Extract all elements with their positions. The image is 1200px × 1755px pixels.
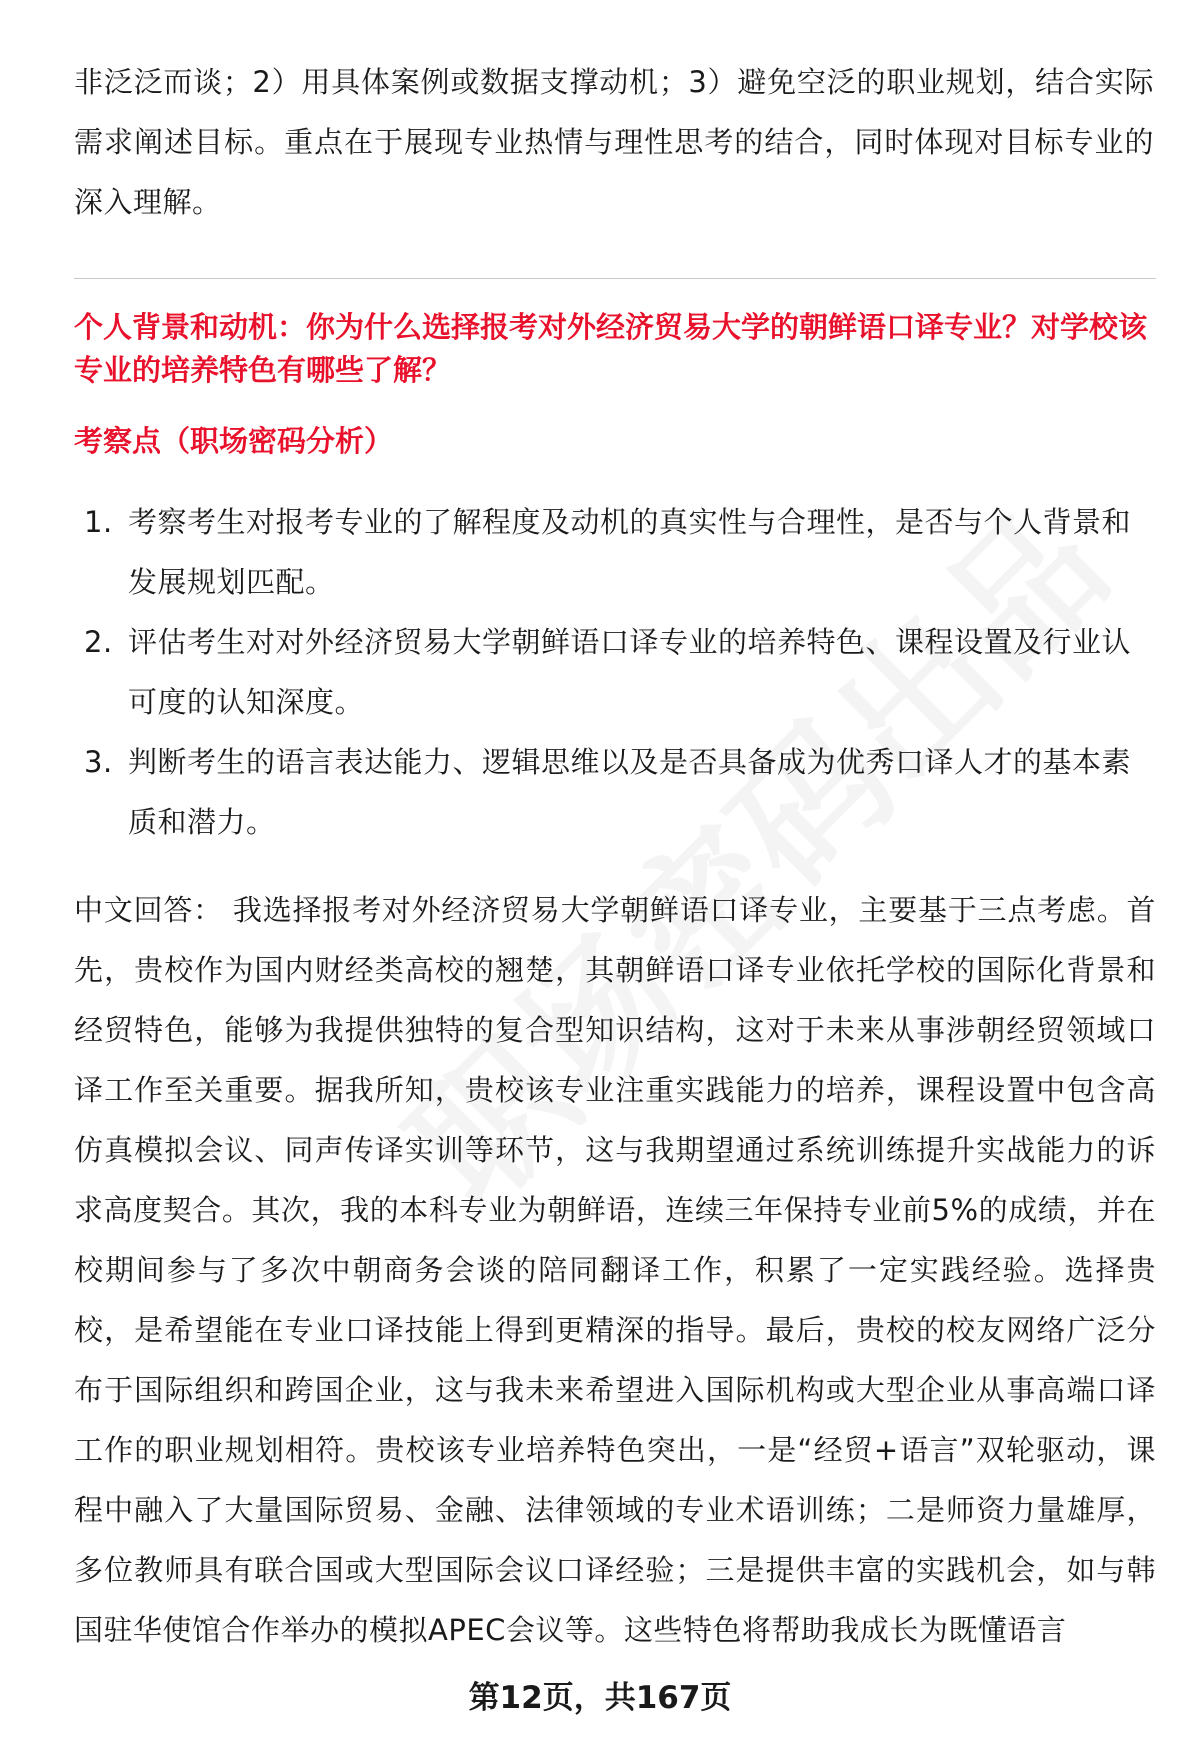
assessment-points-title: 考察点（职场密码分析） xyxy=(74,424,394,458)
assessment-points-list xyxy=(74,492,1154,852)
intro-paragraph: 非泛泛而谈；2）用具体案例或数据支撑动机；3）避免空泛的职业规划，结合实际需求阐述目标。重点在于展现专业热情与理性思考的结合，同时体现对目标专业的深入理解。 xyxy=(74,65,1154,219)
list-item-number: 1. xyxy=(84,505,113,539)
page-number: 第12页，共167页 xyxy=(468,1680,732,1716)
question-heading: 个人背景和动机：你为什么选择报考对外经济贸易大学的朝鲜语口译专业？对学校该专业的培养特色有哪些了解？ xyxy=(74,310,1148,387)
list-item xyxy=(74,492,1154,612)
list-item-number: 3. xyxy=(84,745,113,779)
list-item-number: 2. xyxy=(84,625,113,659)
section-divider xyxy=(74,278,1156,279)
answer-paragraph: 中文回答： 我选择报考对外经济贸易大学朝鲜语口译专业，主要基于三点考虑。首先，贵校作为国内财经类高校的翘楚，其朝鲜语口译专业依托学校的国际化背景和经贸特色，能够为我提供独特的复合型知识结构，这对于未来从事涉朝经贸领域口译工作至关重要。据我所知，贵校该专业注重实践能力的培养，课程设置中包含高仿真模拟会议、同声传译实训等环节，这与我期望通过系统训练提升实战能力的诉求高度契合。其次，我的本科专业为朝鲜语，连续三年保持专业前5%的成绩，并在校期间参与了多次中朝商务会谈的陪同翻译工作，积累了一定实践经验。选择贵校，是希望能在专业口译技能上得到更精深的指导。最后，贵校的校友网络广泛分布于国际组织和跨国企业，这与我未来希望进入国际机构或大型企业从事高端口译工作的职业规划相符。贵校该专业培养特色突出，一是“经贸+语言”双轮驱动，课程中融入了大量国际贸易、金融、法律领域的专业术语训练；二是师资力量雄厚，多位教师具有联合国或大型国际会议口译经验；三是提供丰富的实践机会，如与韩国驻华使馆合作举办的模拟APEC会议等。这些特色将帮助我成长为既懂语言 xyxy=(74,893,1156,1647)
list-item xyxy=(74,612,1154,732)
list-item-text: 评估考生对对外经济贸易大学朝鲜语口译专业的培养特色、课程设置及行业认可度的认知深度。 xyxy=(128,625,1132,719)
list-item-text: 考察考生对报考专业的了解程度及动机的真实性与合理性，是否与个人背景和发展规划匹配。 xyxy=(128,505,1132,599)
list-item xyxy=(74,732,1154,852)
list-item-text: 判断考生的语言表达能力、逻辑思维以及是否具备成为优秀口译人才的基本素质和潜力。 xyxy=(128,745,1132,839)
